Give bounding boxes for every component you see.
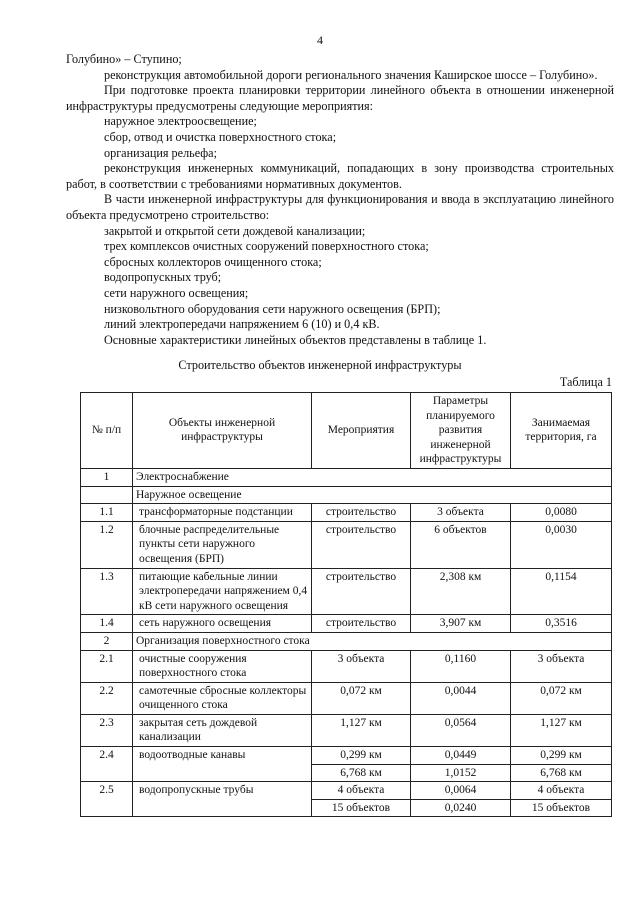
list-item: реконструкция инженерных коммуникаций, попадающих в зону производства строительных работ, в соответствии с требованиями нормативных документов. <box>66 161 614 191</box>
row-params: 3 объекта <box>411 504 511 522</box>
paragraph: реконструкция автомобильной дороги регионального значения Каширское шоссе – Голубино». <box>104 67 598 82</box>
row-area: 0,072 км <box>511 682 612 714</box>
table-row <box>81 747 612 765</box>
row-num: 1.2 <box>81 521 133 568</box>
table-row <box>81 521 612 568</box>
list-item: трех комплексов очистных сооружений поверхностного стока; <box>104 239 429 254</box>
row-action: 15 объектов <box>312 799 411 817</box>
row-area: 6,768 км <box>511 764 612 782</box>
row-action: 6,768 км <box>312 764 411 782</box>
body-text <box>66 52 614 348</box>
row-area: 0,0030 <box>511 521 612 568</box>
table-row <box>81 615 612 633</box>
list-item: сбор, отвод и очистка поверхностного стока; <box>104 129 337 144</box>
list-item: водопропускных труб; <box>104 270 222 285</box>
paragraph: В части инженерной инфраструктуры для функционирования и ввода в эксплуатацию линейного объекта предусмотрено строительство: <box>66 192 614 222</box>
row-object: водоотводные канавы <box>133 747 312 782</box>
list-item: линий электропередачи напряжением 6 (10) и 0,4 кВ. <box>104 317 380 332</box>
row-params: 0,0240 <box>411 799 511 817</box>
paragraph: Основные характеристики линейных объектов представлены в таблице 1. <box>104 332 487 347</box>
row-action: 0,299 км <box>312 747 411 765</box>
row-object: очистные сооружения поверхностного стока <box>133 650 312 682</box>
section-row <box>81 468 612 486</box>
row-num: 1.4 <box>81 615 133 633</box>
row-params: 0,0044 <box>411 682 511 714</box>
table-row <box>81 504 612 522</box>
row-action: 1,127 км <box>312 714 411 746</box>
list-item: организация рельефа; <box>104 145 217 160</box>
row-params: 0,0449 <box>411 747 511 765</box>
row-num: 2.3 <box>81 714 133 746</box>
list-item: наружное электроосвещение; <box>104 114 257 129</box>
page-number: 4 <box>317 33 323 47</box>
section-row <box>81 632 612 650</box>
paragraph: При подготовке проекта планировки территории линейного объекта в отношении инженерной инфраструктуры предусмотрены следующие мероприятия: <box>66 83 614 113</box>
row-params: 3,907 км <box>411 615 511 633</box>
row-action: строительство <box>312 568 411 615</box>
header-area: Занимаемая территория, га <box>511 393 612 469</box>
header-params: Параметры планируемого развития инженерной инфраструктуры <box>411 393 511 469</box>
paragraph: Голубино» – Ступино; <box>66 52 182 66</box>
row-area: 3 объекта <box>511 650 612 682</box>
row-area: 15 объектов <box>511 799 612 817</box>
row-action: строительство <box>312 504 411 522</box>
row-object: питающие кабельные линии электропередачи напряжением 0,4 кВ сети наружного освещения <box>133 568 312 615</box>
table-title: Строительство объектов инженерной инфраструктуры <box>178 358 462 372</box>
subsection-row <box>81 486 612 504</box>
row-object: закрытая сеть дождевой канализации <box>133 714 312 746</box>
row-action: строительство <box>312 521 411 568</box>
table-label: Таблица 1 <box>559 375 612 389</box>
row-params: 1,0152 <box>411 764 511 782</box>
table-row <box>81 568 612 615</box>
section-title: Электроснабжение <box>133 468 612 486</box>
infrastructure-table <box>80 392 612 817</box>
subsection-title: Наружное освещение <box>133 486 612 504</box>
row-object: самотечные сбросные коллекторы очищенного стока <box>133 682 312 714</box>
row-params: 0,0064 <box>411 782 511 800</box>
row-area: 1,127 км <box>511 714 612 746</box>
row-params: 2,308 км <box>411 568 511 615</box>
header-num: № п/п <box>81 393 133 469</box>
row-area: 0,0080 <box>511 504 612 522</box>
row-action: строительство <box>312 615 411 633</box>
row-action: 3 объекта <box>312 650 411 682</box>
row-area: 0,1154 <box>511 568 612 615</box>
row-params: 0,0564 <box>411 714 511 746</box>
header-action: Мероприятия <box>312 393 411 469</box>
row-num: 2.4 <box>81 747 133 782</box>
table-header-row <box>81 393 612 469</box>
table-row <box>81 782 612 800</box>
table-row <box>81 650 612 682</box>
header-object: Объекты инженерной инфраструктуры <box>133 393 312 469</box>
row-num: 1.3 <box>81 568 133 615</box>
row-area: 0,3516 <box>511 615 612 633</box>
row-area: 0,299 км <box>511 747 612 765</box>
section-title: Организация поверхностного стока <box>133 632 612 650</box>
empty-cell <box>81 486 133 504</box>
list-item: сети наружного освещения; <box>104 285 249 300</box>
row-object: водопропускные трубы <box>133 782 312 817</box>
row-num: 2.2 <box>81 682 133 714</box>
row-object: блочные распределительные пункты сети наружного освещения (БРП) <box>133 521 312 568</box>
row-area: 4 объекта <box>511 782 612 800</box>
row-num: 1.1 <box>81 504 133 522</box>
row-action: 0,072 км <box>312 682 411 714</box>
section-num: 1 <box>81 468 133 486</box>
list-item: низковольтного оборудования сети наружного освещения (БРП); <box>104 301 441 316</box>
row-params: 6 объектов <box>411 521 511 568</box>
row-params: 0,1160 <box>411 650 511 682</box>
table-row <box>81 682 612 714</box>
row-object: сеть наружного освещения <box>133 615 312 633</box>
row-object: трансформаторные подстанции <box>133 504 312 522</box>
row-num: 2.1 <box>81 650 133 682</box>
list-item: закрытой и открытой сети дождевой канализации; <box>104 223 366 238</box>
list-item: сбросных коллекторов очищенного стока; <box>104 254 322 269</box>
row-action: 4 объекта <box>312 782 411 800</box>
table-row <box>81 714 612 746</box>
row-num: 2.5 <box>81 782 133 817</box>
section-num: 2 <box>81 632 133 650</box>
